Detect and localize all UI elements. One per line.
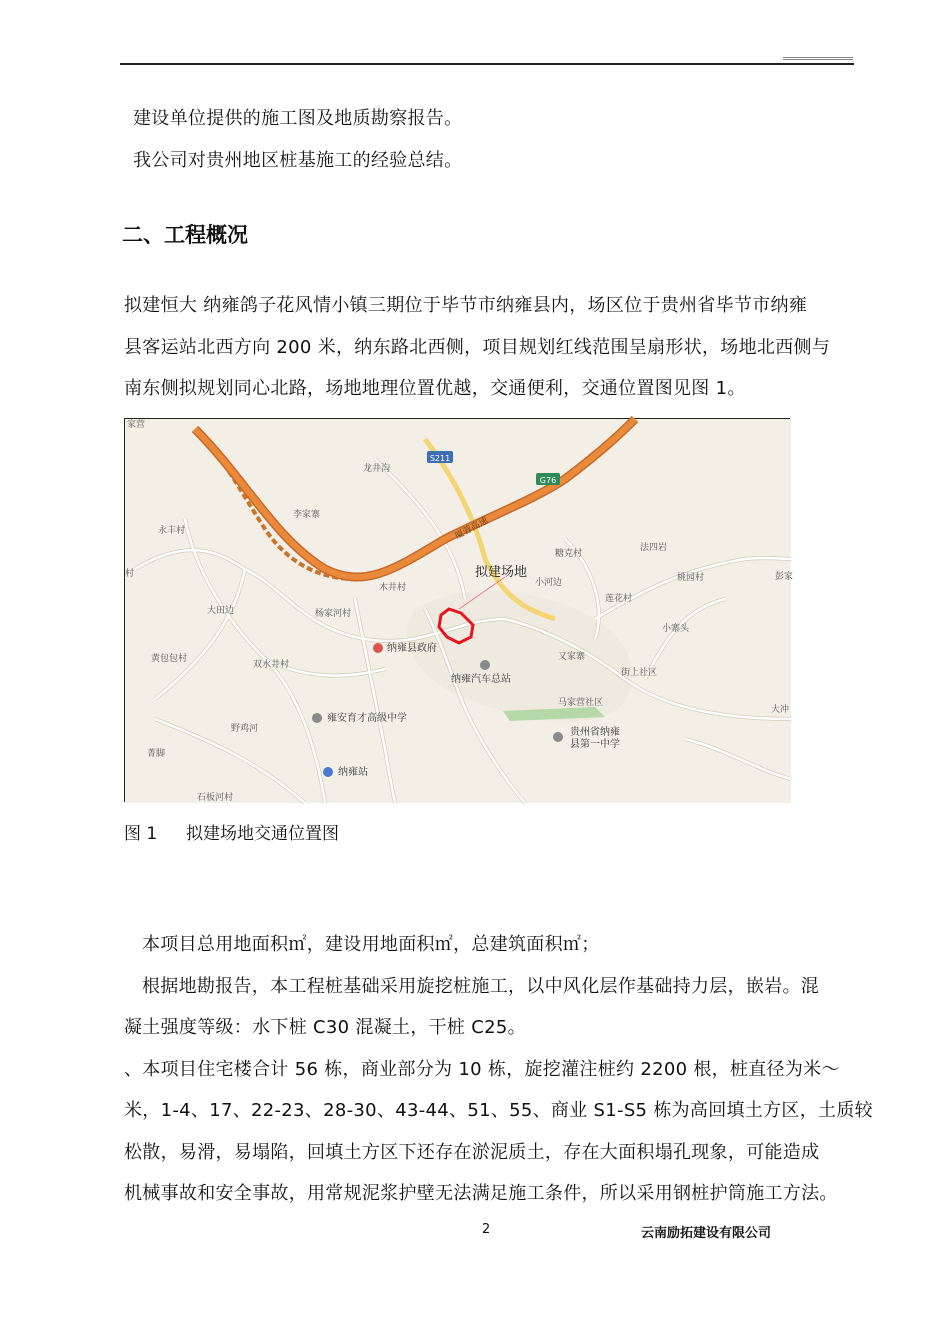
map-poi-label: 纳雍县政府 bbox=[387, 643, 437, 654]
expressway-label: 厦蓉高速 bbox=[453, 515, 490, 542]
count-line-1: 、本项目住宅楼合计 56 栋，商业部分为 10 栋，旋挖灌注桩约 2200 根，桩直径为米～ bbox=[124, 1059, 840, 1080]
area-line: 本项目总用地面积㎡，建设用地面积㎡，总建筑面积㎡； bbox=[142, 934, 600, 955]
map-label: 双水井村 bbox=[253, 660, 290, 670]
map-poi-label: 雍安育才高级中学 bbox=[327, 713, 407, 724]
map-label: 龙井沟 bbox=[363, 464, 391, 474]
count-line-4: 机械事故和安全事故，用常规泥浆护壁无法满足施工条件，所以采用钢桩护筒施工方法。 bbox=[124, 1183, 838, 1204]
road-shield-g76: G76 bbox=[539, 476, 557, 485]
section-title: 二、工程概况 bbox=[122, 223, 248, 247]
overview-line-2: 县客运站北西方向 200 米，纳东路北西侧，项目规划红线范围呈扇形状，场地北西侧与 bbox=[124, 337, 831, 358]
figure-caption bbox=[124, 819, 339, 844]
map-label: 马家营社区 bbox=[558, 698, 604, 708]
map-label: 小河边 bbox=[535, 578, 563, 588]
map-label: 黄包包村 bbox=[151, 654, 188, 664]
count-line-2: 米，1-4、17、22-23、28-30、43-44、51、55、商业 S1-S5 栋为高回填土方区，土质较 bbox=[124, 1100, 873, 1121]
map-label: 石板河村 bbox=[197, 793, 234, 803]
overview-line-3: 南东侧拟规划同心北路，场地地理位置优越，交通便利，交通位置图见图 1。 bbox=[124, 378, 746, 399]
map-label: 野鸡河 bbox=[231, 724, 259, 734]
pile-line-1: 根据地勘报告，本工程桩基础采用旋挖桩施工，以中风化层作基础持力层，嵌岩。混 bbox=[142, 976, 820, 997]
bus-station-icon bbox=[480, 660, 490, 670]
map-label: 小寨头 bbox=[662, 624, 690, 634]
company-name: 云南励拓建设有限公司 bbox=[641, 1226, 772, 1241]
site-label: 拟建场地 bbox=[475, 565, 528, 580]
map-poi-label: 纳雍站 bbox=[338, 767, 368, 778]
map-label: 糖克村 bbox=[555, 549, 583, 559]
government-icon bbox=[373, 643, 383, 653]
figure-number: 图 1 bbox=[124, 824, 158, 844]
basis-item-1: 建设单位提供的施工图及地质勘察报告。 bbox=[133, 108, 463, 129]
school-icon bbox=[312, 713, 322, 723]
map-label: 大冲 bbox=[771, 705, 790, 715]
basis-item-2: 我公司对贵州地区桩基施工的经验总结。 bbox=[133, 150, 463, 171]
school-icon bbox=[553, 732, 563, 742]
railway-station-icon bbox=[323, 767, 333, 777]
map-label: 法四岩 bbox=[640, 543, 668, 553]
map-poi-label: 贵州省纳雍 bbox=[570, 727, 620, 738]
map-label: 大田边 bbox=[207, 606, 235, 616]
map-label: 桃园村 bbox=[677, 573, 705, 583]
map-label: 村 bbox=[125, 569, 135, 579]
road-shield-s211: S211 bbox=[429, 454, 451, 463]
map-label: 杨家河村 bbox=[315, 609, 352, 619]
header-decor-line bbox=[783, 59, 853, 60]
map-poi-label: 县第一中学 bbox=[570, 739, 620, 750]
location-map bbox=[124, 418, 794, 803]
pile-line-2: 凝土强度等级：水下桩 C30 混凝土，干桩 C25。 bbox=[124, 1017, 526, 1038]
map-poi-label: 纳雍汽车总站 bbox=[451, 674, 511, 685]
map-label: 街上社区 bbox=[621, 668, 658, 678]
map-label: 彭家 bbox=[775, 572, 794, 582]
page-number: 2 bbox=[482, 1222, 491, 1237]
overview-line-1: 拟建恒大 纳雍鸽子花风情小镇三期位于毕节市纳雍县内，场区位于贵州省毕节市纳雍 bbox=[124, 295, 808, 316]
map-label: 家营 bbox=[127, 420, 146, 430]
header-rule bbox=[120, 63, 854, 65]
figure-title: 拟建场地交通位置图 bbox=[186, 824, 339, 844]
count-line-3: 松散，易滑，易塌陷，回填土方区下还存在淤泥质土，存在大面积塌孔现象，可能造成 bbox=[124, 1142, 820, 1163]
map-label: 木井村 bbox=[379, 583, 407, 593]
map-label: 又家寨 bbox=[558, 652, 586, 662]
map-label: 永丰村 bbox=[158, 526, 186, 536]
map-label: 李家寨 bbox=[293, 510, 321, 520]
header-decor-line bbox=[783, 57, 853, 58]
map-label: 菁脚 bbox=[147, 749, 166, 759]
map-label: 莲花村 bbox=[605, 594, 633, 604]
